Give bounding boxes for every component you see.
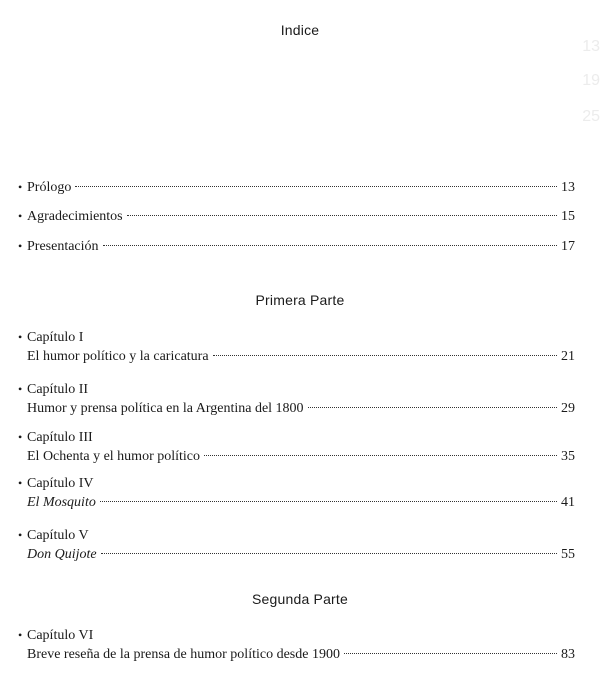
page-number: 41 [561,495,575,510]
bullet-icon: • [18,330,23,344]
toc-entry-agradecimientos[interactable] [18,206,578,226]
bullet-icon: • [18,382,23,396]
page-number: 13 [561,180,575,195]
bleed-through-mark: 19 [582,72,600,89]
dot-leader [103,245,557,246]
dot-leader [213,355,557,356]
dot-leader [308,407,557,408]
entry-title: Prólogo [27,180,72,195]
dot-leader [204,455,557,456]
toc-entry-prologo[interactable] [18,177,578,197]
dot-leader [344,653,557,654]
chapter-label: Capítulo V [27,528,89,543]
chapter-label: Capítulo VI [27,628,94,643]
bleed-through-mark: 25 [582,108,600,125]
page-number: 83 [561,647,575,662]
chapter-label: Capítulo I [27,330,84,345]
chapter-label: Capítulo III [27,430,93,445]
chapter-label: Capítulo II [27,382,89,397]
toc-entry-presentacion[interactable] [18,236,578,256]
bullet-icon: • [18,209,23,223]
toc-entry-capitulo-2[interactable] [18,379,578,419]
page-number: 15 [561,209,575,224]
part-heading: Primera Parte [255,292,345,308]
dot-leader [101,553,557,554]
toc-entry-capitulo-6[interactable] [18,625,578,665]
bullet-icon: • [18,476,23,490]
entry-title: Agradecimientos [27,209,123,224]
bullet-icon: • [18,430,23,444]
page-number: 29 [561,401,575,416]
bullet-icon: • [18,239,23,253]
chapter-title: Humor y prensa política en la Argentina del 1800 [27,401,304,416]
page-number: 17 [561,239,575,254]
entry-title: Presentación [27,239,99,254]
bullet-icon: • [18,528,23,542]
chapter-title: Breve reseña de la prensa de humor político desde 1900 [27,647,340,662]
bullet-icon: • [18,628,23,642]
bullet-icon: • [18,180,23,194]
page-number: 55 [561,547,575,562]
toc-entry-capitulo-4[interactable] [18,473,578,513]
dot-leader [100,501,557,502]
chapter-title: Don Quijote [27,547,97,562]
toc-entry-capitulo-5[interactable] [18,525,578,565]
toc-entry-capitulo-3[interactable] [18,427,578,467]
page-title: Indice [280,22,320,38]
page-number: 21 [561,349,575,364]
chapter-title: El humor político y la caricatura [27,349,209,364]
chapter-title: El Ochenta y el humor político [27,449,201,464]
bleed-through-mark: 13 [582,38,600,55]
dot-leader [75,186,557,187]
chapter-title: El Mosquito [27,495,96,510]
chapter-label: Capítulo IV [27,476,94,491]
page-number: 35 [561,449,575,464]
dot-leader [127,215,557,216]
part-heading: Segunda Parte [251,591,348,607]
toc-entry-capitulo-1[interactable] [18,327,578,367]
